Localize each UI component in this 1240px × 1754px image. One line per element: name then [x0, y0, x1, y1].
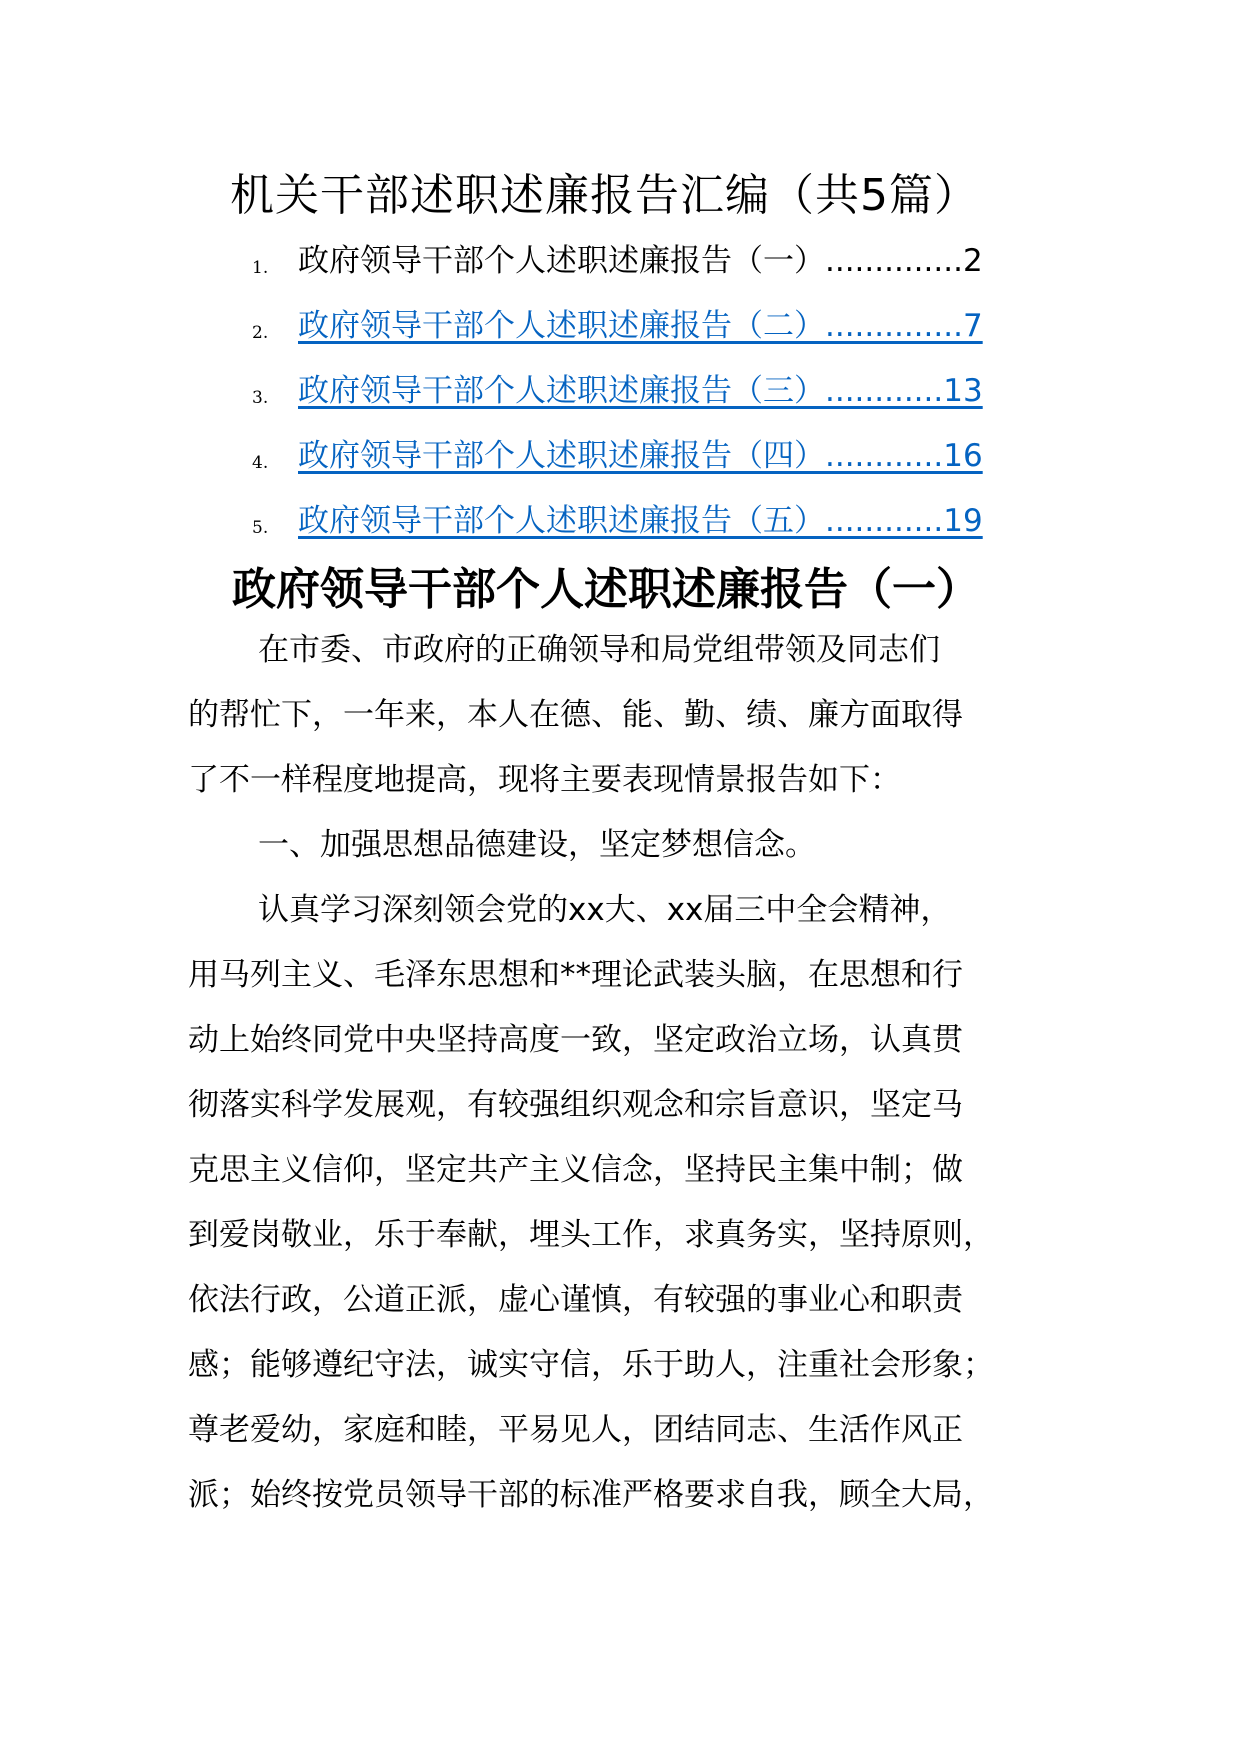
subsection-heading: 一、加强思想品德建设，坚定梦想信念。 [258, 827, 816, 863]
paragraph-line: 依法行政，公道正派，虚心谨慎，有较强的事业心和职责 [188, 1282, 963, 1318]
paragraph-line: 在市委、市政府的正确领导和局党组带领及同志们 [258, 632, 940, 668]
paragraph-line: 动上始终同党中央坚持高度一致，坚定政治立场，认真贯 [188, 1022, 963, 1058]
toc-item-5 [0, 496, 1240, 546]
toc-item-3 [0, 366, 1240, 416]
toc-link[interactable]: 政府领导干部个人述职述廉报告（五）............19 [298, 503, 983, 539]
toc-number: 4. [252, 453, 269, 473]
paragraph-line: 用马列主义、毛泽东思想和**理论武装头脑，在思想和行 [188, 957, 963, 993]
body-paragraph [188, 878, 994, 1528]
section-title: 政府领导干部个人述职述廉报告（一） [232, 564, 980, 615]
toc-number: 1. [252, 258, 269, 278]
paragraph-line: 派；始终按党员领导干部的标准严格要求自我，顾全大局， [188, 1477, 994, 1513]
toc-link[interactable]: 政府领导干部个人述职述廉报告（二）..............7 [298, 308, 983, 344]
paragraph-line: 克思主义信仰，坚定共产主义信念，坚持民主集中制；做 [188, 1152, 963, 1188]
toc-item-2 [0, 301, 1240, 351]
paragraph-line: 的帮忙下，一年来，本人在德、能、勤、绩、廉方面取得 [188, 697, 963, 733]
toc-number: 2. [252, 323, 269, 343]
toc-item-1 [0, 236, 1240, 286]
toc-link[interactable]: 政府领导干部个人述职述廉报告（四）............16 [298, 438, 983, 474]
toc-entry-text[interactable]: 政府领导干部个人述职述廉报告（一）..............2 [298, 243, 983, 279]
paragraph-line: 尊老爱幼，家庭和睦，平易见人，团结同志、生活作风正 [188, 1412, 963, 1448]
paragraph-line: 感；能够遵纪守法，诚实守信，乐于助人，注重社会形象； [188, 1347, 994, 1383]
document-title: 机关干部述职述廉报告汇编（共5篇） [230, 170, 979, 221]
paragraph-line: 了不一样程度地提高，现将主要表现情景报告如下： [188, 762, 901, 798]
paragraph-line: 到爱岗敬业，乐于奉献，埋头工作，求真务实，坚持原则， [188, 1217, 994, 1253]
intro-paragraph [188, 618, 963, 813]
toc-number: 3. [252, 388, 269, 408]
paragraph-line: 认真学习深刻领会党的xx大、xx届三中全会精神， [258, 892, 952, 928]
toc-item-4 [0, 431, 1240, 481]
toc-link[interactable]: 政府领导干部个人述职述廉报告（三）............13 [298, 373, 983, 409]
paragraph-line: 彻落实科学发展观，有较强组织观念和宗旨意识，坚定马 [188, 1087, 963, 1123]
toc-number: 5. [252, 518, 269, 538]
